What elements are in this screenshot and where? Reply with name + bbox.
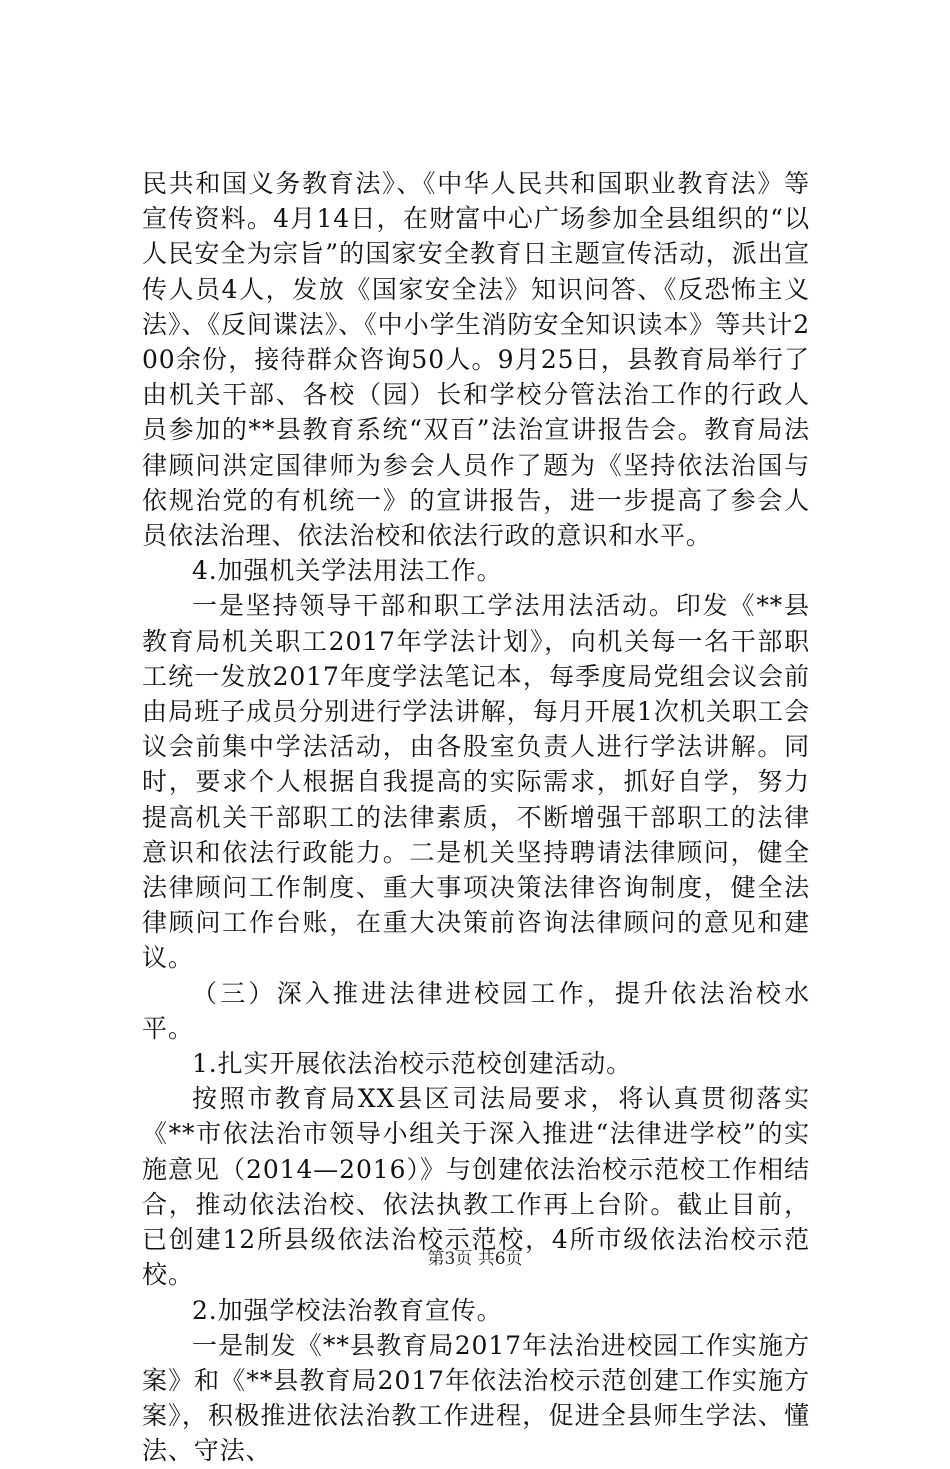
heading-school-law-education: 2.加强学校法治教育宣传。 xyxy=(192,1295,503,1325)
page-number-label: 第3页 共6页 xyxy=(427,1249,523,1269)
paragraph-1: 民共和国义务教育法》、《中华人民共和国职业教育法》等宣传资料。4月14日，在财富中心广场参加全县组织的“以人民安全为宗旨”的国家安全教育日主题宣传活动，派出宣传人员4人，发放《国家安全法》知识问答、《反恐怖主义法》、《反间谍法》、《中小学生消防安全知识读本》等共计200余份，接待群众咨询50人。9月25日，县教育局举行了由机关干部、各校（园）长和学校分管法治工作的行政人员参加的**县教育系统“双百”法治宣讲报告会。教育局法律顾问洪定国律师为参会人员作了题为《坚持依法治国与依规治党的有机统一》的宣讲报告，进一步提高了参会人员依法治理、依法治校和依法行政的意识和水平。 xyxy=(142,169,810,551)
section-heading-3: （三）深入推进法律进校园工作，提升依法治校水平。 xyxy=(142,978,810,1043)
paragraph-8: 一是制发《**县教育局2017年法治进校园工作实施方案》和《**县教育局2017年依法治校示范创建工作实施方案》，积极推进依法治教工作进程，促进全县师生学法、懂法、守法、 xyxy=(142,1330,810,1466)
document-body xyxy=(142,166,810,1469)
page-footer xyxy=(0,1244,950,1269)
heading-model-school-activity: 1.扎实开展依法治校示范校创建活动。 xyxy=(192,1049,633,1079)
paragraph-6: 按照市教育局XX县区司法局要求，将认真贯彻落实《**市依法治市领导小组关于深入推进“法律进学校”的实施意见（2014—2016）》与创建依法治校示范校工作相结合，推动依法治校、依法执教工作再上台阶。截止目前，已创建12所县级依法治校示范校，4所市级依法治校示范校。 xyxy=(142,1084,810,1290)
paragraph-3: 一是坚持领导干部和职工学法用法活动。印发《**县教育局机关职工2017年学法计划》，向机关每一名干部职工统一发放2017年度学法笔记本，每季度局党组会议会前由局班子成员分别进行学法讲解，每月开展1次机关职工会议会前集中学法活动，由各股室负责人进行学法讲解。同时，要求个人根据自我提高的实际需求，抓好自学，努力提高机关干部职工的法律素质，不断增强干部职工的法律意识和依法行政能力。二是机关坚持聘请法律顾问，健全法律顾问工作制度、重大事项决策法律咨询制度，健全法律顾问工作台账，在重大决策前咨询法律顾问的意见和建议。 xyxy=(142,591,810,973)
heading-strengthen-agency-law-study: 4.加强机关学法用法工作。 xyxy=(192,556,503,586)
